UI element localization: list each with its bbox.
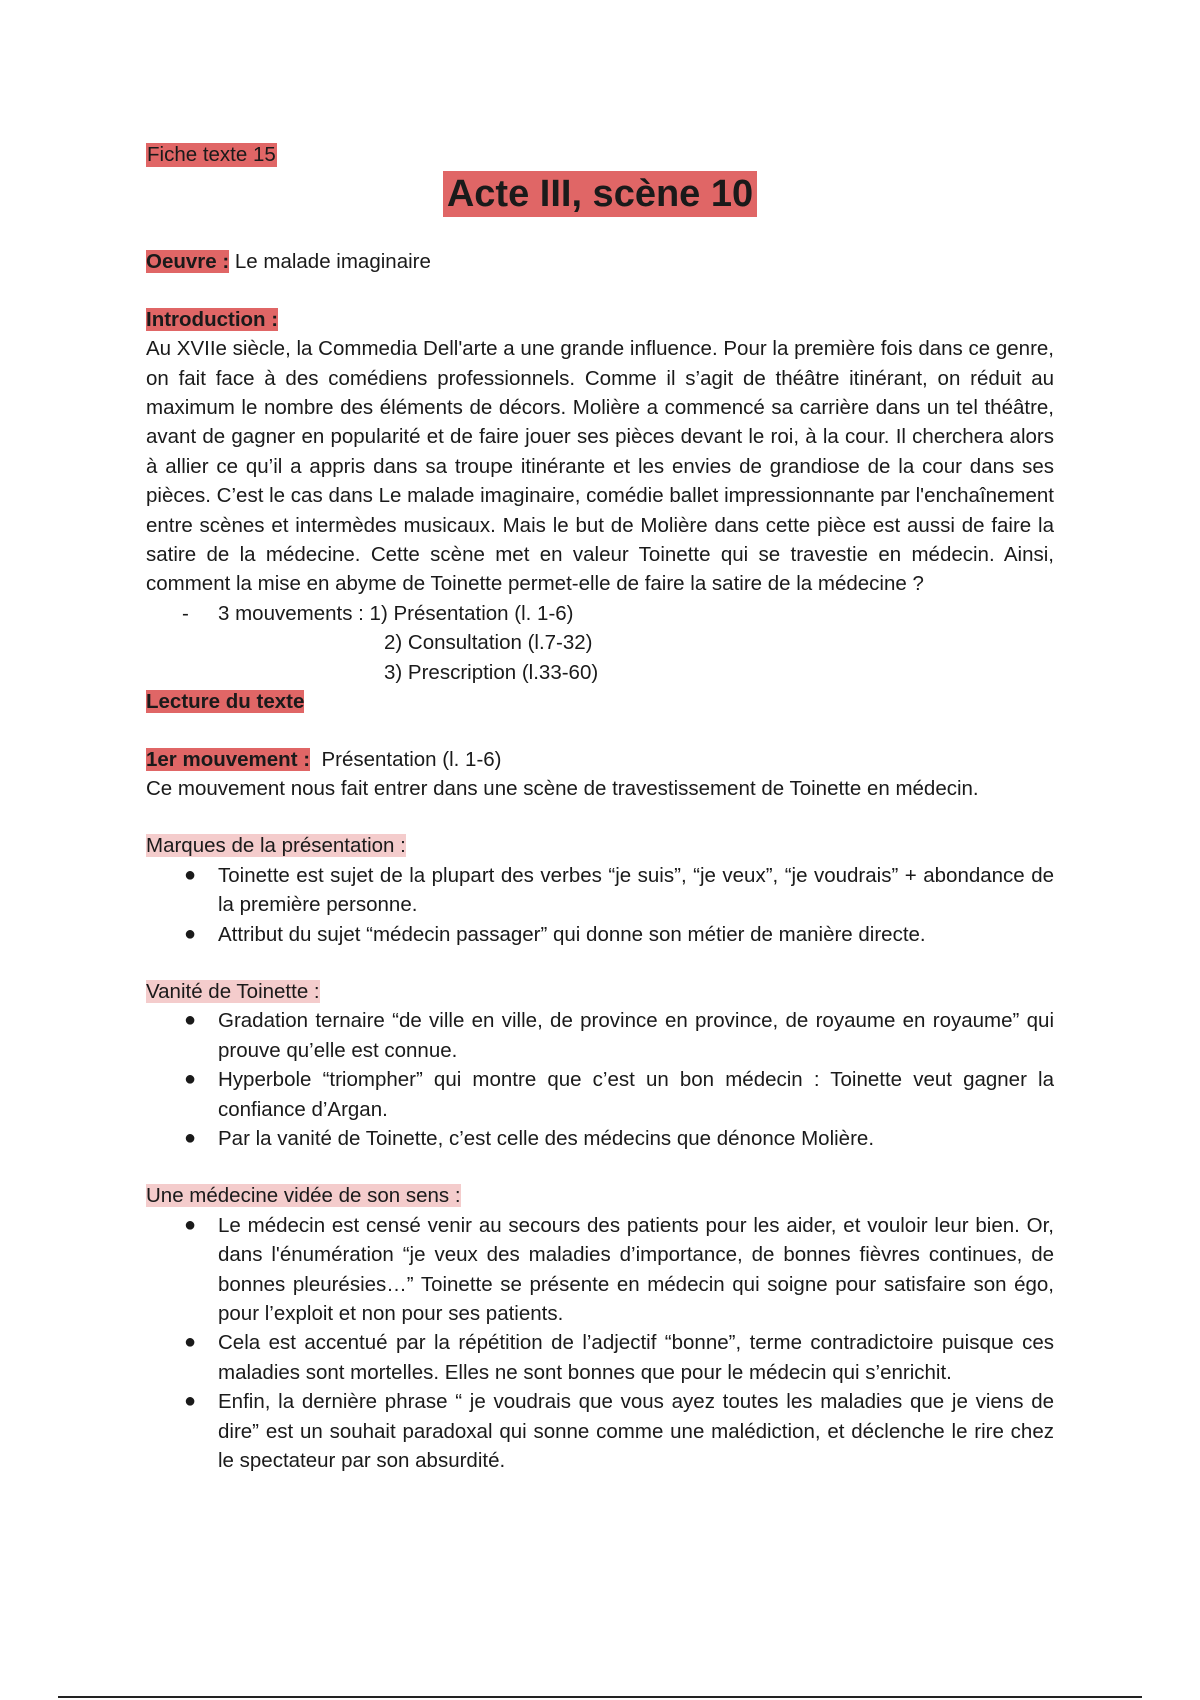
bullet-item <box>146 861 1054 920</box>
bullet-text: Par la vanité de Toinette, c’est celle des médecins que dénonce Molière. <box>218 1126 875 1150</box>
bullet-item <box>146 1387 1054 1475</box>
bullet-item <box>146 1065 1054 1124</box>
bullet-dot-icon: ● <box>184 1390 197 1413</box>
bullet-text: Hyperbole “triompher” qui montre que c’est un bon médecin : Toinette veut gagner la confiance d’Argan. <box>218 1068 1054 1121</box>
mouvement-1: 1) Présentation (l. 1-6) <box>369 601 574 625</box>
bullet-item <box>146 1328 1054 1387</box>
section-bullets-vanite <box>146 1006 1054 1153</box>
bullet-dot-icon: ● <box>184 1213 197 1236</box>
bullet-dot-icon: ● <box>184 1009 197 1032</box>
section-heading-presentation: Marques de la présentation : <box>146 834 406 858</box>
bullet-item <box>146 1211 1054 1329</box>
mouvement1-title: Présentation (l. 1-6) <box>321 747 502 771</box>
section-heading-line <box>146 977 1054 1006</box>
mouvement-3: 3) Prescription (l.33-60) <box>384 660 599 684</box>
introduction-text: Au XVIIe siècle, la Commedia Dell'arte a une grande influence. Pour la première fois dans ce genre, on fait face à des comédiens professionnels. Comme il s’agit de théâtre itinérant, on réduit au maximum le nombre des éléments de décors. Molière a commencé sa carrière dans un tel théâtre, avant de gagner en popularité et de faire jouer ses pièces devant le roi, à la cour. Il cherchera alors à allier ce qu’il a appris dans sa troupe itinérante et les envies de grandiose de la cour dans ses pièces. C’est le cas dans Le malade imaginaire, comédie ballet impressionnante par l'enchaînement entre scènes et intermèdes musicaux. Mais le but de Molière dans cette pièce est aussi de faire la satire de la médecine. Cette scène met en valeur Toinette qui se travestie en médecin. Ainsi, comment la mise en abyme de Toinette permet-elle de faire la satire de la médecine ? <box>146 337 1054 596</box>
oeuvre-value: Le malade imaginaire <box>234 250 431 274</box>
bullet-dot-icon: ● <box>184 1068 197 1091</box>
mouvement-item <box>146 658 1054 687</box>
mouvements-list <box>146 599 1054 687</box>
introduction-heading-line <box>146 305 1054 334</box>
dash-marker: - <box>182 601 189 625</box>
mouvement1-intro: Ce mouvement nous fait entrer dans une scène de travestissement de Toinette en médecin. <box>146 776 979 800</box>
fiche-label: Fiche texte 15 <box>147 143 276 166</box>
bullet-text: Gradation ternaire “de ville en ville, de province en province, de royaume en royaume” qui prouve qu’elle est connue. <box>218 1009 1054 1062</box>
section-heading-line <box>146 831 1054 860</box>
bullet-dot-icon: ● <box>184 1126 197 1149</box>
bullet-dot-icon: ● <box>184 863 197 886</box>
lecture-heading: Lecture du texte <box>146 690 305 714</box>
bullet-item <box>146 920 1054 949</box>
title-wrap <box>146 171 1054 217</box>
bullet-text: Enfin, la dernière phrase “ je voudrais que vous ayez toutes les maladies que je viens de dire” est un souhait paradoxal qui sonne comme une malédiction, et déclenche le rire chez le spectateur par son absurdité. <box>218 1390 1054 1473</box>
bullet-text: Cela est accentué par la répétition de l’adjectif “bonne”, terme contradictoire puisque ces maladies sont mortelles. Elles ne sont bonnes que pour le médecin qui s’enrichit. <box>218 1331 1054 1384</box>
page-bottom-divider <box>58 1696 1142 1698</box>
introduction-heading: Introduction : <box>146 307 279 331</box>
bullet-text: Attribut du sujet “médecin passager” qui donne son métier de manière directe. <box>218 922 926 946</box>
mouvement-item <box>146 628 1054 657</box>
document-page <box>146 140 1054 1475</box>
bullet-item <box>146 1124 1054 1153</box>
mouvement-2: 2) Consultation (l.7-32) <box>384 631 593 655</box>
bullet-item <box>146 1006 1054 1065</box>
mouvement-item <box>146 599 1054 628</box>
section-bullets-presentation <box>146 861 1054 949</box>
fiche-line <box>146 140 1054 169</box>
section-heading-line <box>146 1181 1054 1210</box>
bullet-text: Toinette est sujet de la plupart des verbes “je suis”, “je veux”, “je voudrais” + abondance de la première personne. <box>218 863 1054 917</box>
section-heading-medecine: Une médecine vidée de son sens : <box>146 1184 461 1208</box>
lecture-heading-line <box>146 687 1054 716</box>
mouvement1-label: 1er mouvement : <box>146 747 311 771</box>
oeuvre-label: Oeuvre : <box>146 250 230 274</box>
section-bullets-medecine <box>146 1211 1054 1476</box>
mouvement1-heading-line <box>146 745 1054 774</box>
bullet-dot-icon: ● <box>184 922 197 945</box>
bullet-dot-icon: ● <box>184 1331 197 1354</box>
page-title: Acte III, scène 10 <box>443 171 757 217</box>
oeuvre-line <box>146 247 1054 276</box>
section-heading-vanite: Vanité de Toinette : <box>146 979 320 1003</box>
bullet-text: Le médecin est censé venir au secours des patients pour les aider, et vouloir leur bien. Or, dans l'énumération “je veux des maladies d’importance, de bonnes fièvres continues, de bonnes pleurésies…” Toinette se présente en médecin qui soigne pour satisfaire son égo, pour l’exploit et non pour ses patients. <box>218 1213 1054 1325</box>
mouvements-prefix: 3 mouvements : <box>218 601 364 625</box>
